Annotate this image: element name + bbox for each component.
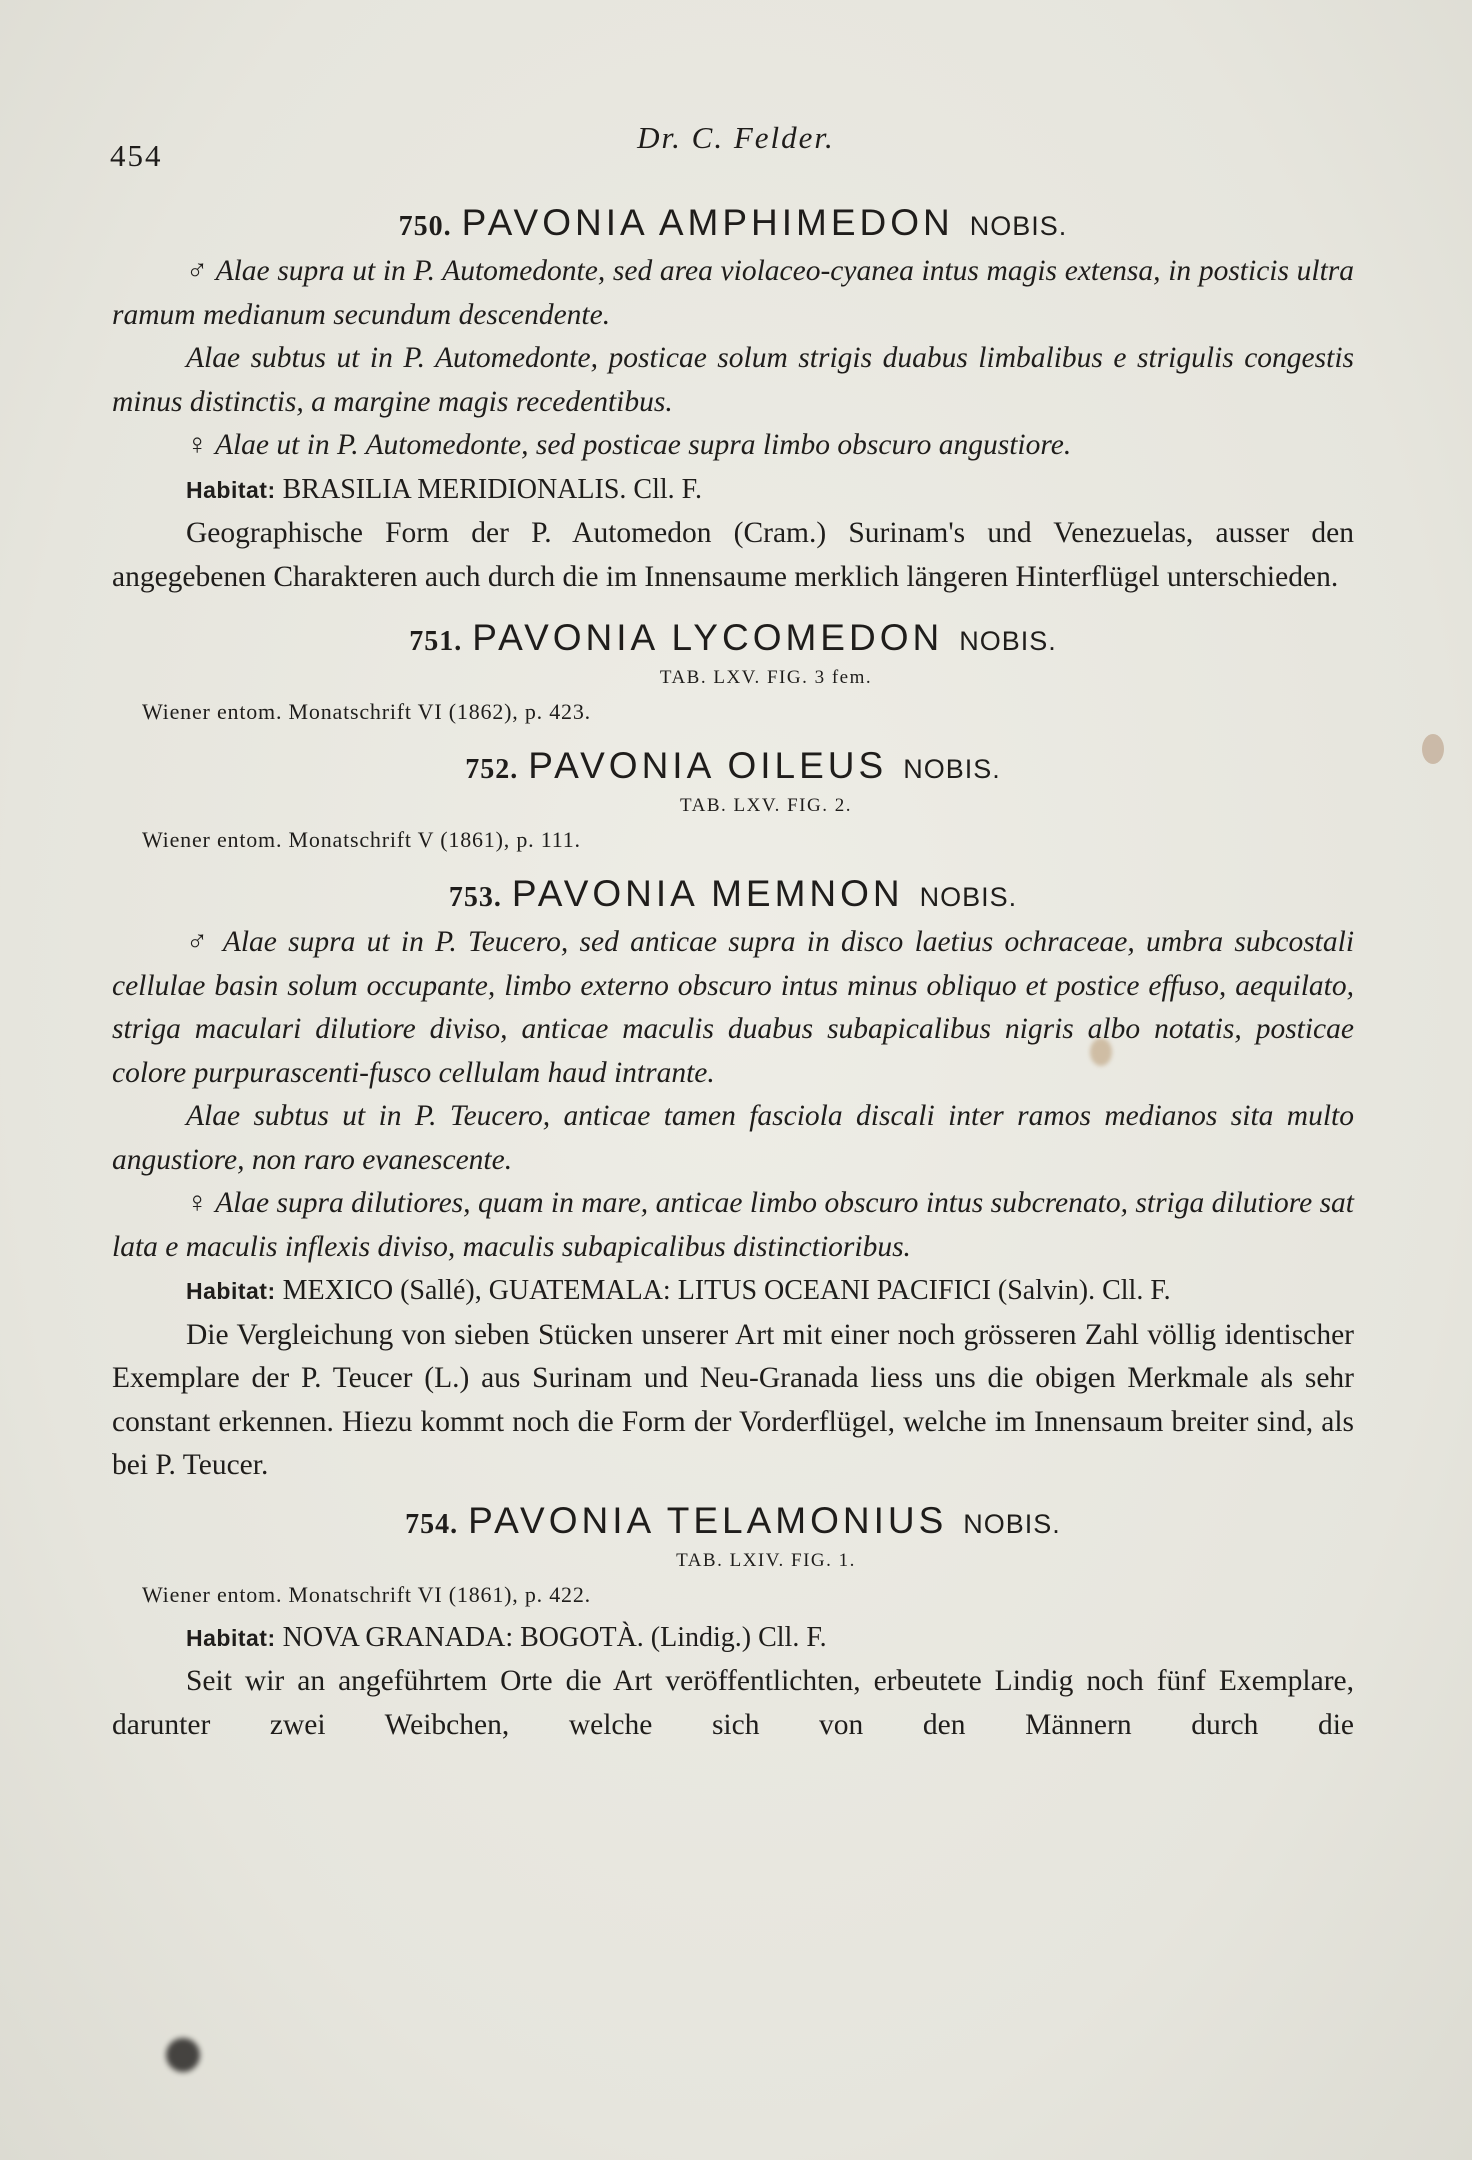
habitat-value: MEXICO (Sallé), GUATEMALA: LITUS OCEANI PACIFICI (Salvin). Cll. F. (282, 1275, 1171, 1306)
habitat-label: Habitat: (186, 476, 276, 503)
citation: Wiener entom. Monatschrift V (1861), p. 111. (142, 827, 581, 852)
species-number: 753. (448, 882, 502, 913)
species-author: NOBIS. (969, 211, 1068, 241)
male-symbol: ♂ (186, 255, 209, 287)
plate-reference: TAB. LXIV. FIG. 1. (676, 1549, 856, 1571)
underside-description: Alae subtus ut in P. Teucero, anticae tamen fasciola discali inter ramos medianos sita multo angustiore, non raro evanescente. (112, 1100, 1354, 1176)
species-author: NOBIS. (959, 626, 1057, 656)
habitat-value: NOVA GRANADA: BOGOTÀ. (Lindig.) Cll. F. (282, 1621, 827, 1653)
species-name: PAVONIA TELAMONIUS (468, 1499, 948, 1541)
species-name: PAVONIA LYCOMEDON (472, 617, 944, 658)
german-note: Geographische Form der P. Automedon (Cram.) Surinam's und Venezuelas, ausser den angegebenen Charakteren auch durch die im Innensaume merklich längeren Hinterflügel unterschieden. (112, 517, 1354, 593)
plate-reference: TAB. LXV. FIG. 3 fem. (659, 667, 873, 688)
underside-description: Alae subtus ut in P. Automedonte, posticae solum strigis duabus limbalibus e strigulis congestis minus distinctis, a margine magis recedentibus. (112, 342, 1354, 418)
habitat-value: BRASILIA MERIDIONALIS. Cll. F. (282, 473, 702, 505)
female-symbol: ♀ (186, 1187, 209, 1219)
species-heading-752 (112, 739, 1354, 793)
habitat-line (186, 1616, 1354, 1661)
species-number: 754. (405, 1508, 459, 1540)
species-number: 752. (465, 754, 519, 785)
female-description: ♀ Alae ut in P. Automedonte, sed posticae supra limbo obscuro angustiore. (186, 429, 1072, 461)
species-heading-753 (112, 867, 1354, 921)
habitat-line (186, 468, 1354, 513)
species-heading-751 (112, 611, 1354, 665)
male-symbol: ♂ (186, 926, 213, 958)
page-content (112, 190, 1354, 1747)
species-heading-750 (112, 196, 1354, 250)
page-number: 454 (110, 138, 163, 173)
species-number: 750. (398, 211, 452, 242)
species-name: PAVONIA OILEUS (528, 745, 888, 786)
running-head: Dr. C. Felder. (637, 120, 835, 155)
citation: Wiener entom. Monatschrift VI (1862), p. 423. (142, 699, 591, 724)
ink-blot (166, 2038, 200, 2072)
citation: Wiener entom. Monatschrift VI (1861), p. 422. (142, 1581, 591, 1607)
page-header (0, 118, 1472, 173)
species-author: NOBIS. (919, 882, 1018, 912)
male-upperside-description: ♂ Alae supra ut in P. Teucero, sed anticae supra in disco laetius ochraceae, umbra subcostali cellulae basin solum occupante, limbo externo obscuro intus minus obliquo et postice effuso, aequilato, striga maculari dilutiore diviso, anticae maculis duabus subapicalibus nigris albo notatis, posticae colore purpurascenti-fusco cellulam haud intrante. (112, 926, 1355, 1089)
habitat-label: Habitat: (186, 1278, 276, 1304)
foxing-spot (1422, 734, 1444, 764)
species-number: 751. (409, 626, 463, 657)
female-description: ♀ Alae supra dilutiores, quam in mare, anticae limbo obscuro intus subcrenato, striga dilutiore sat lata e maculis inflexis diviso, maculis subapicalibus distinctioribus. (112, 1187, 1355, 1263)
plate-reference: TAB. LXV. FIG. 2. (680, 795, 852, 816)
male-upperside-description: ♂ Alae supra ut in P. Automedonte, sed area violaceo-cyanea intus magis extensa, in posticis ultra ramum medianum secundum descendente. (112, 255, 1355, 331)
female-symbol: ♀ (186, 429, 209, 461)
species-name: PAVONIA MEMNON (511, 873, 904, 914)
german-note: Die Vergleichung von sieben Stücken unserer Art mit einer noch grösseren Zahl völlig identischer Exemplare der P. Teucer (L.) aus Surinam und Neu-Granada liess uns die obigen Merkmale als sehr constant erkennen. Hiezu kommt noch die Form der Vorderflügel, welche im Innensaum breiter sind, als bei P. Teucer. (112, 1318, 1354, 1481)
german-note: Seit wir an angeführtem Orte die Art veröffentlichten, erbeutete Lindig noch fünf Exemplare, darunter zwei Weibchen, welche sich von den Männern durch die (112, 1665, 1354, 1741)
species-heading-754 (112, 1494, 1354, 1548)
species-name: PAVONIA AMPHIMEDON (461, 202, 954, 243)
habitat-label: Habitat: (186, 1624, 276, 1651)
species-author: NOBIS. (903, 754, 1001, 784)
habitat-line (186, 1269, 1354, 1314)
species-author: NOBIS. (963, 1508, 1061, 1539)
